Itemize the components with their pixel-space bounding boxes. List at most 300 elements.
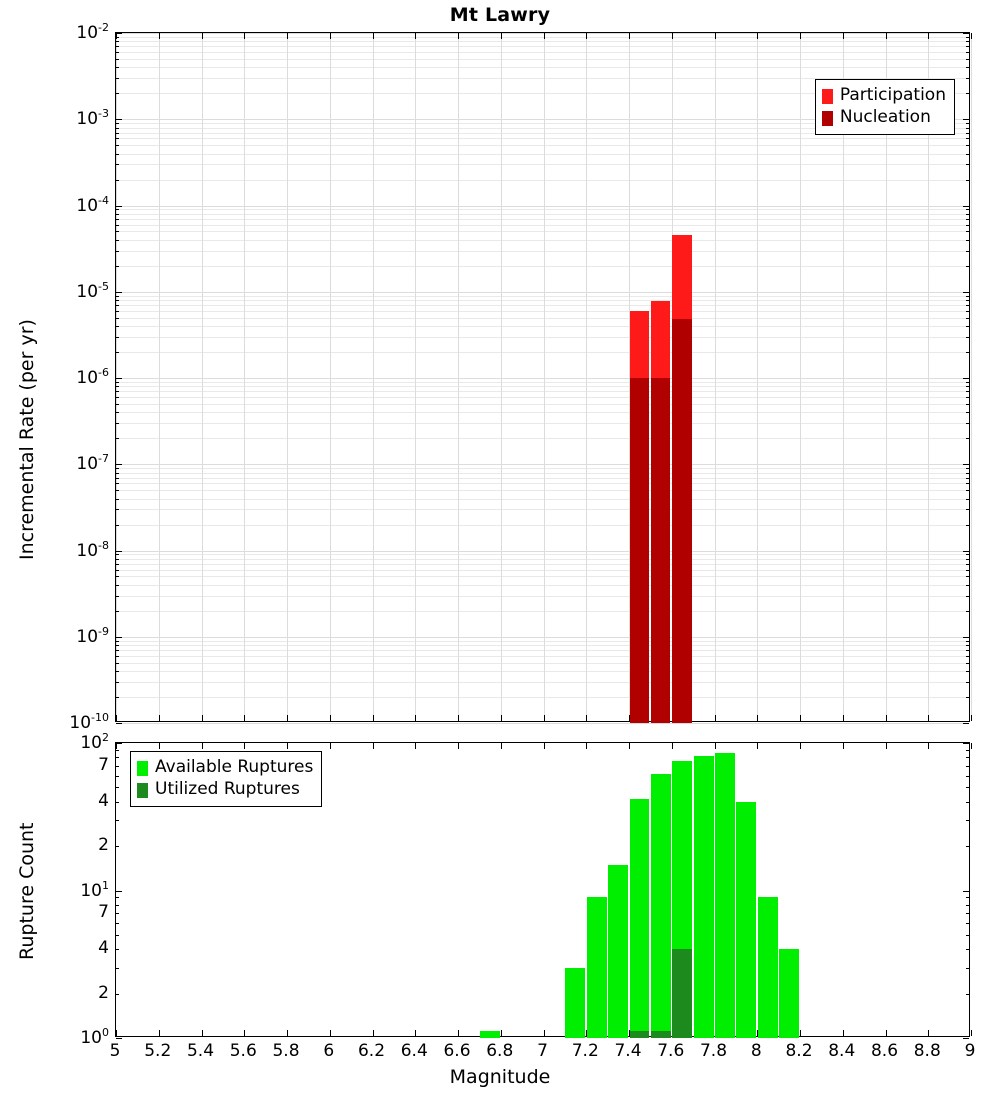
axis-tick <box>928 1030 929 1036</box>
axis-tick <box>116 923 119 924</box>
axis-tick <box>159 1030 160 1036</box>
axis-tick <box>116 67 119 68</box>
axis-tick <box>501 1030 502 1036</box>
axis-tick <box>800 1030 801 1036</box>
gridline-vertical <box>159 33 160 721</box>
axis-tick <box>116 292 122 293</box>
axis-tick <box>116 138 119 139</box>
axis-tick <box>116 663 119 664</box>
bar-available-ruptures <box>651 774 671 1038</box>
axis-tick <box>963 1038 969 1039</box>
y-tick-label: $10^{-10}$ <box>69 711 109 733</box>
axis-tick <box>966 776 969 777</box>
axis-tick <box>373 1030 374 1036</box>
x-tick-label: 8.8 <box>913 1041 941 1061</box>
y-tick-label: $10^{-4}$ <box>76 193 109 216</box>
axis-tick <box>287 715 288 721</box>
axis-tick <box>966 382 969 383</box>
axis-tick <box>116 128 119 129</box>
gridline-vertical <box>544 33 545 721</box>
axis-tick <box>116 757 119 758</box>
axis-tick <box>244 33 245 39</box>
bottom-y-axis-title: Rupture Count <box>16 822 38 960</box>
gridline-vertical <box>800 33 801 721</box>
axis-tick <box>501 33 502 39</box>
axis-tick <box>843 33 844 39</box>
axis-tick <box>966 820 969 821</box>
axis-tick <box>886 1030 887 1036</box>
axis-tick <box>971 743 972 749</box>
axis-tick <box>116 656 119 657</box>
bar-nucleation <box>672 319 691 723</box>
axis-tick <box>966 164 969 165</box>
axis-tick <box>966 576 969 577</box>
bar-available-ruptures <box>565 968 585 1038</box>
y-tick-label: $10^{-8}$ <box>76 538 109 561</box>
axis-tick <box>202 715 203 721</box>
axis-tick <box>800 743 801 749</box>
axis-tick <box>116 473 119 474</box>
axis-tick <box>966 757 969 758</box>
axis-tick <box>116 641 119 642</box>
axis-tick <box>966 611 969 612</box>
axis-tick <box>458 715 459 721</box>
x-tick-label: 6.8 <box>486 1041 514 1061</box>
y-tick-label: 7 <box>98 902 109 923</box>
legend-swatch-icon <box>137 761 148 776</box>
axis-tick <box>966 554 969 555</box>
gridline-vertical <box>843 33 844 721</box>
axis-tick <box>966 352 969 353</box>
axis-tick <box>373 743 374 749</box>
axis-tick <box>672 33 673 39</box>
axis-tick <box>966 214 969 215</box>
bar-utilized-ruptures <box>672 949 692 1038</box>
axis-tick <box>116 949 119 950</box>
axis-tick <box>971 715 972 721</box>
axis-tick <box>116 468 119 469</box>
axis-tick <box>116 935 119 936</box>
axis-tick <box>629 33 630 39</box>
gridline-vertical <box>116 33 117 721</box>
bar-utilized-ruptures <box>630 1031 650 1038</box>
x-tick-label: 8.2 <box>785 1041 813 1061</box>
axis-tick <box>966 133 969 134</box>
axis-tick <box>116 723 122 724</box>
axis-tick <box>966 802 969 803</box>
axis-tick <box>966 585 969 586</box>
axis-tick <box>116 509 119 510</box>
axis-tick <box>715 715 716 721</box>
axis-tick <box>966 240 969 241</box>
axis-tick <box>415 33 416 39</box>
axis-tick <box>966 499 969 500</box>
axis-tick <box>963 464 969 465</box>
axis-tick <box>963 723 969 724</box>
bar-available-ruptures <box>608 865 628 1038</box>
legend-item <box>137 757 313 779</box>
axis-tick <box>287 33 288 39</box>
axis-tick <box>116 52 119 53</box>
y-tick-label: $10^{-5}$ <box>76 279 109 302</box>
axis-tick <box>966 209 969 210</box>
gridline-vertical <box>757 33 758 721</box>
axis-tick <box>966 305 969 306</box>
x-tick-label: 5.4 <box>186 1041 215 1061</box>
axis-tick <box>116 41 119 42</box>
bar-utilized-ruptures <box>651 1031 671 1038</box>
axis-tick <box>116 650 119 651</box>
bar-available-ruptures <box>715 753 735 1038</box>
axis-tick <box>966 478 969 479</box>
axis-tick <box>415 715 416 721</box>
axis-tick <box>116 671 119 672</box>
axis-tick <box>287 743 288 749</box>
axis-tick <box>586 715 587 721</box>
legend-label: Participation <box>839 85 946 106</box>
x-tick-labels <box>109 1041 976 1065</box>
gridline-vertical <box>715 33 716 721</box>
axis-tick <box>966 404 969 405</box>
y-tick-label: 7 <box>98 754 109 775</box>
bar-available-ruptures <box>694 756 714 1038</box>
axis-tick <box>116 611 119 612</box>
y-tick-label: $10^{-7}$ <box>76 452 109 475</box>
axis-tick <box>116 645 119 646</box>
axis-tick <box>966 935 969 936</box>
gridline-vertical <box>501 33 502 721</box>
axis-tick <box>963 33 969 34</box>
axis-tick <box>966 386 969 387</box>
axis-tick <box>116 715 117 721</box>
axis-tick <box>116 225 119 226</box>
axis-tick <box>116 499 119 500</box>
axis-tick <box>966 468 969 469</box>
axis-tick <box>116 33 117 39</box>
y-tick-label: 4 <box>98 790 109 811</box>
axis-tick <box>966 326 969 327</box>
axis-tick <box>963 378 969 379</box>
axis-tick <box>116 743 117 749</box>
axis-tick <box>886 743 887 749</box>
bar-nucleation <box>630 378 649 723</box>
legend-label: Utilized Ruptures <box>155 779 300 800</box>
axis-tick <box>116 576 119 577</box>
bar-available-ruptures <box>779 949 799 1038</box>
gridline-vertical <box>886 33 887 721</box>
axis-tick <box>116 697 119 698</box>
axis-tick <box>966 78 969 79</box>
axis-tick <box>159 33 160 39</box>
axis-tick <box>116 214 119 215</box>
y-tick-label: $10^{-3}$ <box>76 107 109 130</box>
y-tick-label: $10^{-6}$ <box>76 366 109 388</box>
gridline-vertical <box>330 33 331 721</box>
axis-tick <box>966 138 969 139</box>
axis-tick <box>116 318 119 319</box>
axis-tick <box>966 423 969 424</box>
axis-tick <box>963 119 969 120</box>
gridline-vertical <box>244 33 245 721</box>
axis-tick <box>244 715 245 721</box>
axis-tick <box>116 464 122 465</box>
bar-available-ruptures <box>736 802 756 1038</box>
axis-tick <box>966 251 969 252</box>
axis-tick <box>966 570 969 571</box>
axis-tick <box>159 715 160 721</box>
axis-tick <box>963 637 969 638</box>
axis-tick <box>116 326 119 327</box>
axis-tick <box>116 46 119 47</box>
axis-tick <box>966 483 969 484</box>
axis-tick <box>116 145 119 146</box>
axis-tick <box>966 219 969 220</box>
axis-tick <box>159 743 160 749</box>
rupture-count-plot <box>115 742 970 1037</box>
x-tick-label: 8.4 <box>828 1041 856 1061</box>
axis-tick <box>966 656 969 657</box>
axis-tick <box>116 525 119 526</box>
bar-available-ruptures <box>587 897 607 1038</box>
x-tick-label: 8 <box>750 1041 762 1061</box>
x-tick-label: 6 <box>323 1041 335 1061</box>
axis-tick <box>966 67 969 68</box>
gridline-vertical <box>287 33 288 721</box>
axis-tick <box>544 715 545 721</box>
axis-tick <box>116 905 119 906</box>
gridline-vertical <box>928 33 929 721</box>
axis-tick <box>966 46 969 47</box>
axis-tick <box>116 305 119 306</box>
axis-tick <box>116 478 119 479</box>
axis-tick <box>415 743 416 749</box>
axis-tick <box>966 559 969 560</box>
axis-tick <box>116 180 119 181</box>
axis-tick <box>966 296 969 297</box>
axis-tick <box>966 231 969 232</box>
axis-tick <box>116 231 119 232</box>
legend-rupture-count <box>130 751 322 807</box>
axis-tick <box>116 133 119 134</box>
axis-tick <box>843 743 844 749</box>
axis-tick <box>116 483 119 484</box>
axis-tick <box>116 968 119 969</box>
axis-tick <box>715 33 716 39</box>
axis-tick <box>116 119 122 120</box>
axis-tick <box>966 994 969 995</box>
axis-tick <box>672 743 673 749</box>
axis-tick <box>757 33 758 39</box>
axis-tick <box>116 412 119 413</box>
axis-tick <box>244 1030 245 1036</box>
axis-tick <box>116 209 119 210</box>
axis-tick <box>116 820 119 821</box>
axis-tick <box>843 715 844 721</box>
axis-tick <box>116 766 119 767</box>
axis-tick <box>116 637 122 638</box>
axis-tick <box>116 551 122 552</box>
axis-tick <box>244 743 245 749</box>
gridline-vertical <box>373 33 374 721</box>
x-tick-label: 7.6 <box>657 1041 685 1061</box>
axis-tick <box>966 663 969 664</box>
bar-nucleation <box>651 378 670 723</box>
axis-tick <box>963 551 969 552</box>
axis-tick <box>116 564 119 565</box>
axis-tick <box>116 554 119 555</box>
bar-available-ruptures <box>758 897 778 1038</box>
axis-tick <box>501 743 502 749</box>
axis-tick <box>966 154 969 155</box>
axis-tick <box>116 913 119 914</box>
axis-tick <box>966 180 969 181</box>
axis-tick <box>800 715 801 721</box>
axis-tick <box>116 776 119 777</box>
y-tick-label: $10^2$ <box>80 731 109 753</box>
axis-tick <box>458 743 459 749</box>
legend-item <box>137 779 313 801</box>
axis-tick <box>586 743 587 749</box>
axis-tick <box>963 292 969 293</box>
axis-tick <box>116 750 119 751</box>
legend-incremental-rate <box>815 79 955 135</box>
axis-tick <box>116 59 119 60</box>
legend-label: Nucleation <box>839 107 931 128</box>
x-tick-label: 8.6 <box>870 1041 899 1061</box>
axis-tick <box>330 715 331 721</box>
axis-tick <box>116 585 119 586</box>
axis-tick <box>966 318 969 319</box>
axis-tick <box>116 266 119 267</box>
axis-tick <box>116 219 119 220</box>
axis-tick <box>116 382 119 383</box>
axis-tick <box>843 1030 844 1036</box>
axis-tick <box>886 715 887 721</box>
axis-tick <box>116 296 119 297</box>
axis-tick <box>116 352 119 353</box>
bar-available-ruptures <box>630 799 650 1038</box>
axis-tick <box>963 206 969 207</box>
x-tick-label: 6.6 <box>443 1041 471 1061</box>
y-tick-label: $10^{-9}$ <box>76 624 109 647</box>
axis-tick <box>966 968 969 969</box>
axis-tick <box>966 52 969 53</box>
axis-tick <box>966 682 969 683</box>
axis-tick <box>116 251 119 252</box>
axis-tick <box>116 1038 122 1039</box>
x-tick-label: 7.2 <box>571 1041 599 1061</box>
axis-tick <box>629 743 630 749</box>
y-tick-label: 4 <box>98 938 109 959</box>
y-tick-label: $10^0$ <box>80 1026 109 1048</box>
axis-tick <box>202 743 203 749</box>
y-tick-label: 2 <box>98 835 109 856</box>
axis-tick <box>116 891 122 892</box>
axis-tick <box>116 378 122 379</box>
axis-tick <box>966 923 969 924</box>
y-tick-label: 2 <box>98 982 109 1003</box>
axis-tick <box>116 206 122 207</box>
axis-tick <box>116 154 119 155</box>
axis-tick <box>715 743 716 749</box>
axis-tick <box>928 715 929 721</box>
axis-tick <box>544 33 545 39</box>
axis-tick <box>966 337 969 338</box>
axis-tick <box>501 715 502 721</box>
axis-tick <box>116 164 119 165</box>
axis-tick <box>966 225 969 226</box>
x-tick-label: 7.8 <box>699 1041 728 1061</box>
axis-tick <box>116 300 119 301</box>
x-tick-label: 7.4 <box>614 1041 642 1061</box>
y-tick-label: $10^1$ <box>80 878 109 901</box>
axis-tick <box>116 240 119 241</box>
axis-tick <box>966 846 969 847</box>
axis-tick <box>971 33 972 39</box>
axis-tick <box>966 650 969 651</box>
axis-tick <box>966 564 969 565</box>
x-tick-label: 5.8 <box>272 1041 300 1061</box>
axis-tick <box>928 33 929 39</box>
axis-tick <box>116 570 119 571</box>
x-tick-label: 5.2 <box>144 1041 172 1061</box>
axis-tick <box>116 490 119 491</box>
axis-tick <box>757 743 758 749</box>
gridline-vertical <box>202 33 203 721</box>
gridline-vertical <box>415 33 416 721</box>
axis-tick <box>966 766 969 767</box>
gridline-vertical <box>971 33 972 721</box>
axis-tick <box>586 33 587 39</box>
axis-tick <box>373 33 374 39</box>
axis-tick <box>966 787 969 788</box>
axis-tick <box>966 671 969 672</box>
axis-tick <box>544 1030 545 1036</box>
axis-tick <box>116 682 119 683</box>
axis-tick <box>116 123 119 124</box>
axis-tick <box>330 1030 331 1036</box>
axis-tick <box>928 743 929 749</box>
axis-tick <box>202 1030 203 1036</box>
axis-tick <box>116 802 119 803</box>
axis-tick <box>116 78 119 79</box>
axis-tick <box>966 641 969 642</box>
axis-tick <box>116 994 119 995</box>
axis-tick <box>966 391 969 392</box>
axis-tick <box>966 490 969 491</box>
axis-tick <box>966 509 969 510</box>
top-y-axis-title: Incremental Rate (per yr) <box>16 319 38 560</box>
axis-tick <box>116 93 119 94</box>
axis-tick <box>963 743 969 744</box>
axis-tick <box>116 596 119 597</box>
axis-tick <box>966 41 969 42</box>
axis-tick <box>966 596 969 597</box>
axis-tick <box>116 559 119 560</box>
x-tick-label: 5.6 <box>229 1041 257 1061</box>
legend-swatch-icon <box>822 89 833 104</box>
axis-tick <box>373 715 374 721</box>
legend-label: Available Ruptures <box>155 757 314 778</box>
axis-tick <box>966 37 969 38</box>
axis-tick <box>966 473 969 474</box>
y-tick-label: $10^{-2}$ <box>76 21 109 43</box>
axis-tick <box>415 1030 416 1036</box>
axis-tick <box>966 525 969 526</box>
axis-tick <box>757 715 758 721</box>
legend-swatch-icon <box>822 111 833 126</box>
axis-tick <box>116 386 119 387</box>
